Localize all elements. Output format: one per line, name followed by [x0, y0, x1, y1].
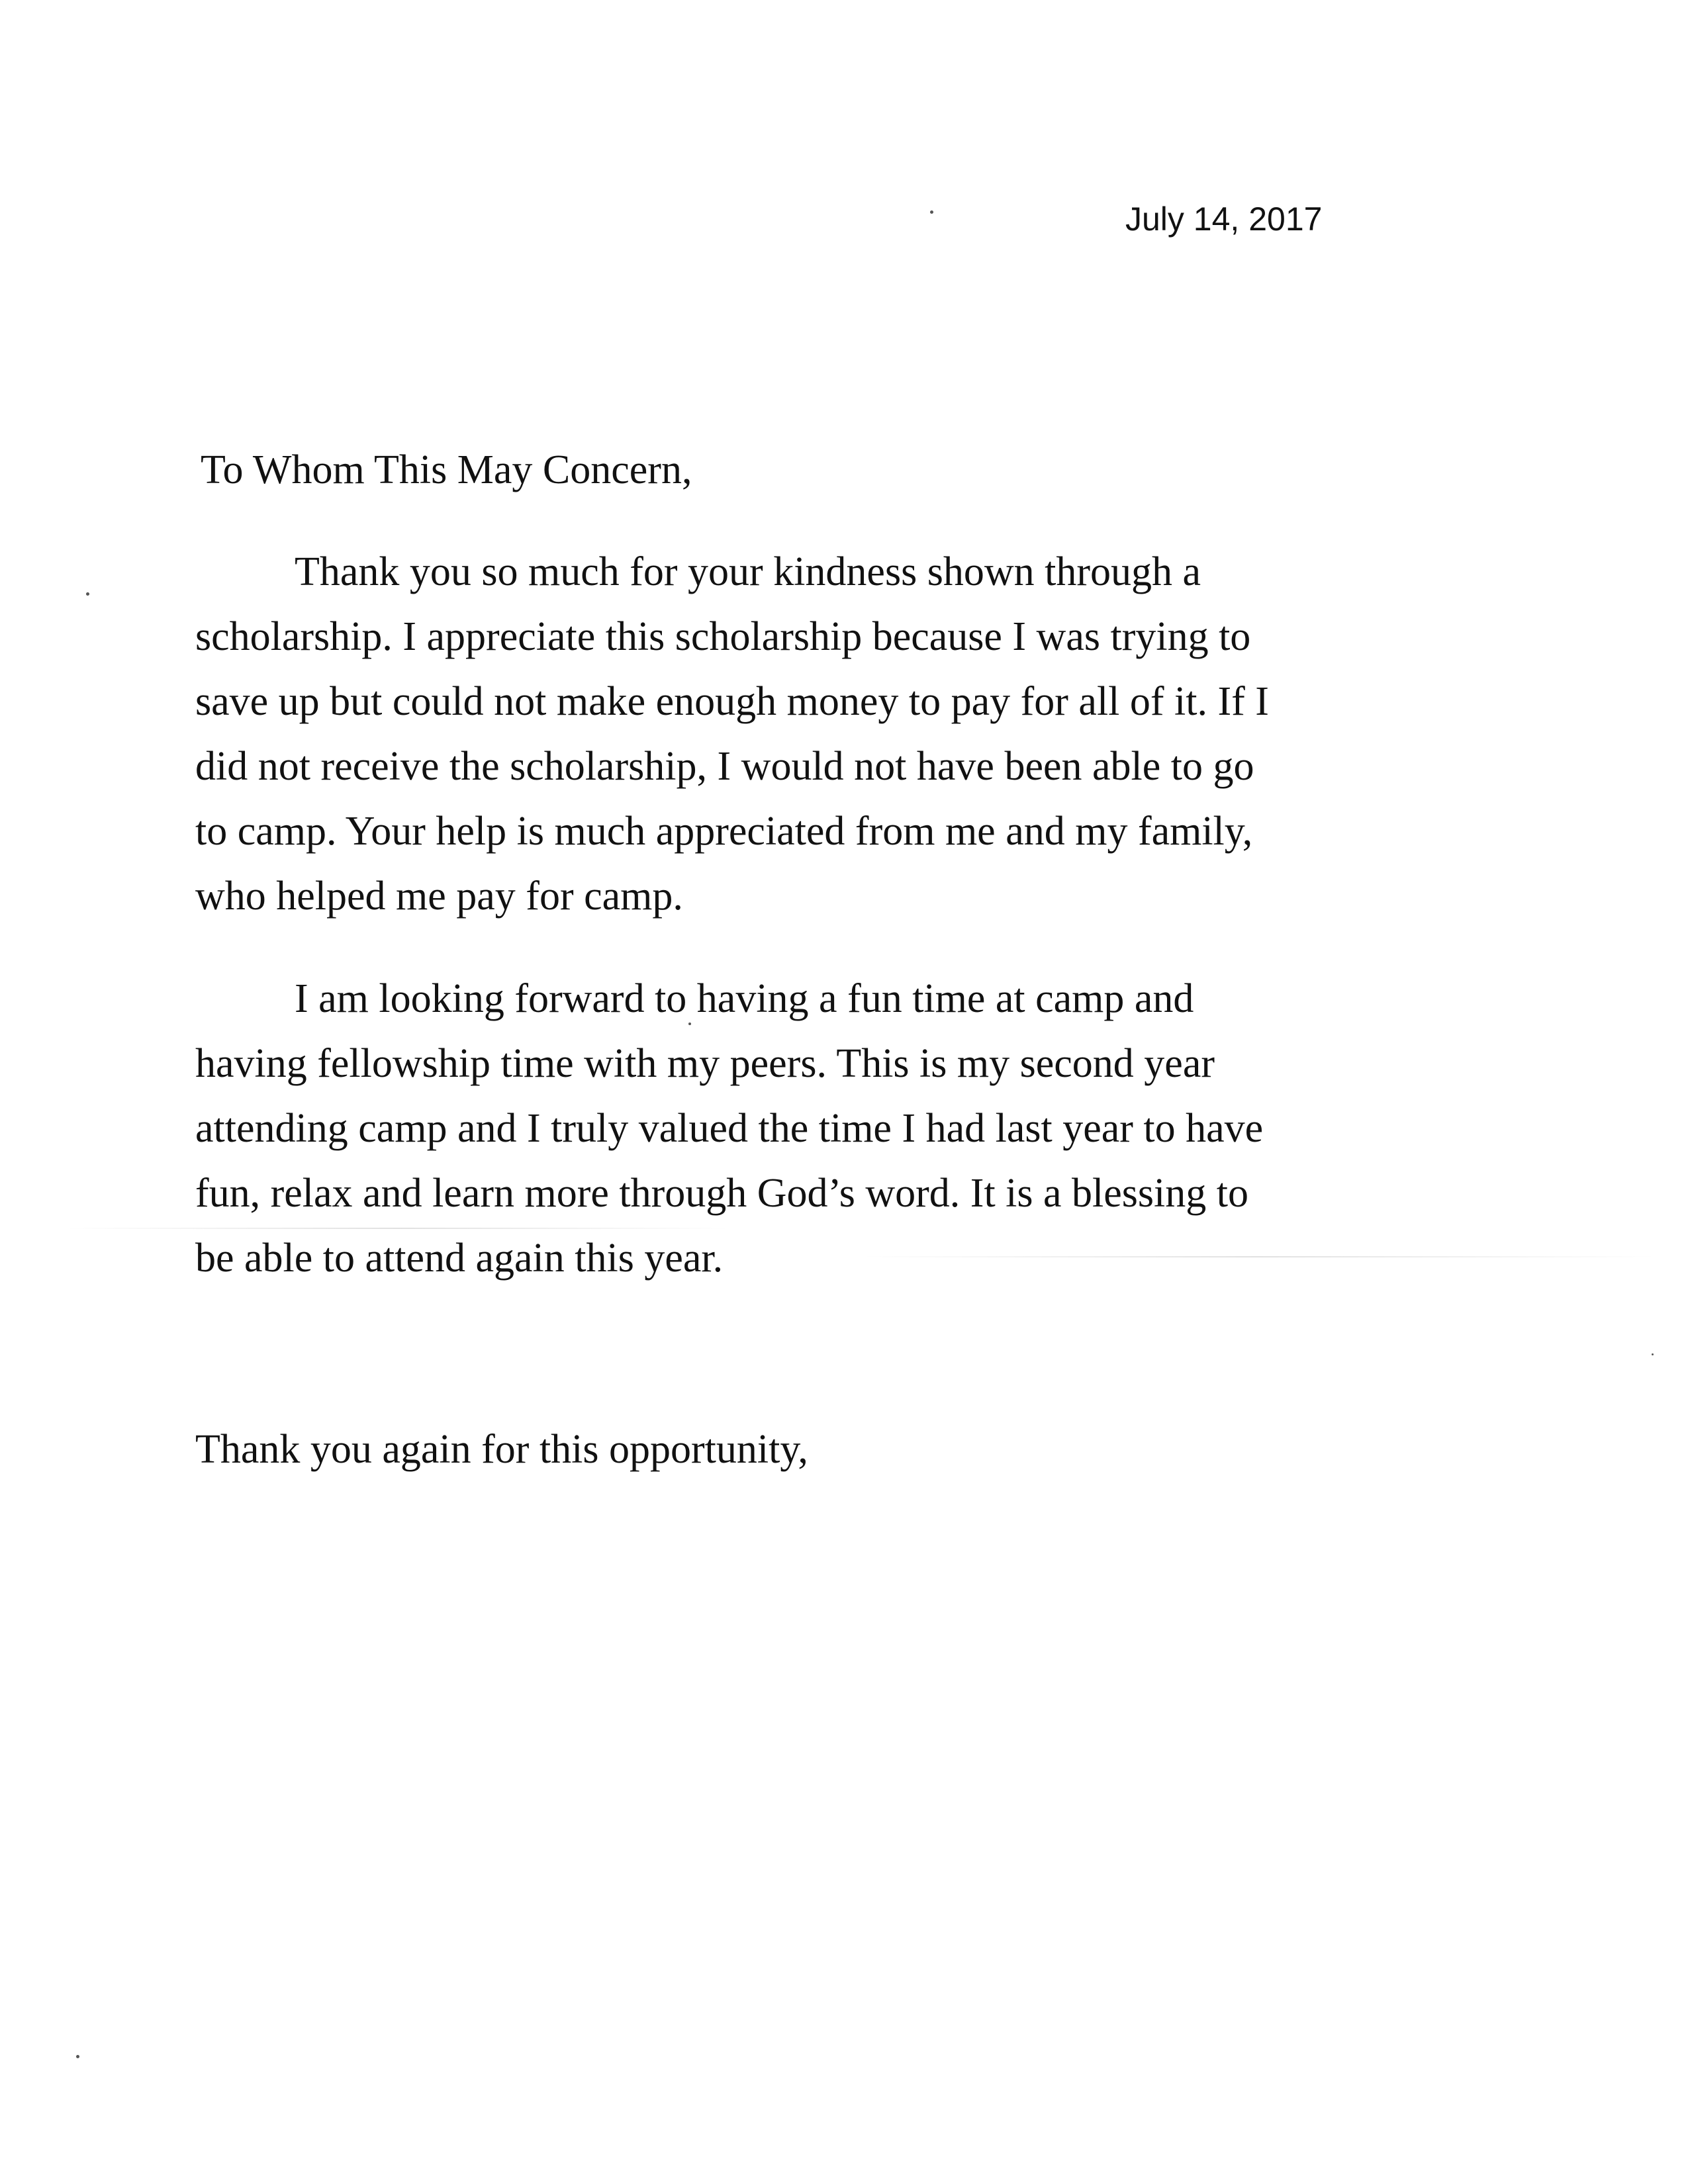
paragraph-line: to camp. Your help is much appreciated from me and my family, [195, 809, 1253, 854]
paragraph-line: scholarship. I appreciate this scholarship because I was trying to [195, 614, 1251, 659]
paragraph-line: be able to attend again this year. [195, 1236, 724, 1281]
paragraph-line: having fellowship time with my peers. This is my second year [195, 1041, 1215, 1086]
scan-speck [1652, 1353, 1654, 1355]
scan-speck [86, 592, 89, 596]
letter-salutation: To Whom This May Concern, [201, 447, 692, 492]
letter-paragraph-2 [195, 966, 1519, 1291]
paragraph-line: who helped me pay for camp. [195, 874, 683, 919]
paragraph-line: did not receive the scholarship, I would not have been able to go [195, 744, 1254, 789]
paragraph-line: fun, relax and learn more through God’s word. It is a blessing to [195, 1171, 1248, 1216]
letter-date: July 14, 2017 [1125, 201, 1323, 238]
letter-paragraph-1 [195, 539, 1519, 929]
scan-speck [930, 210, 933, 214]
paragraph-line: I am looking forward to having a fun time at camp and [295, 976, 1194, 1021]
scan-speck [76, 2055, 79, 2058]
paragraph-line: save up but could not make enough money to pay for all of it. If I [195, 679, 1269, 724]
letter-closing: Thank you again for this opportunity, [195, 1427, 808, 1472]
paragraph-line: attending camp and I truly valued the time I had last year to have [195, 1106, 1264, 1151]
paragraph-line: Thank you so much for your kindness shown through a [295, 549, 1201, 594]
